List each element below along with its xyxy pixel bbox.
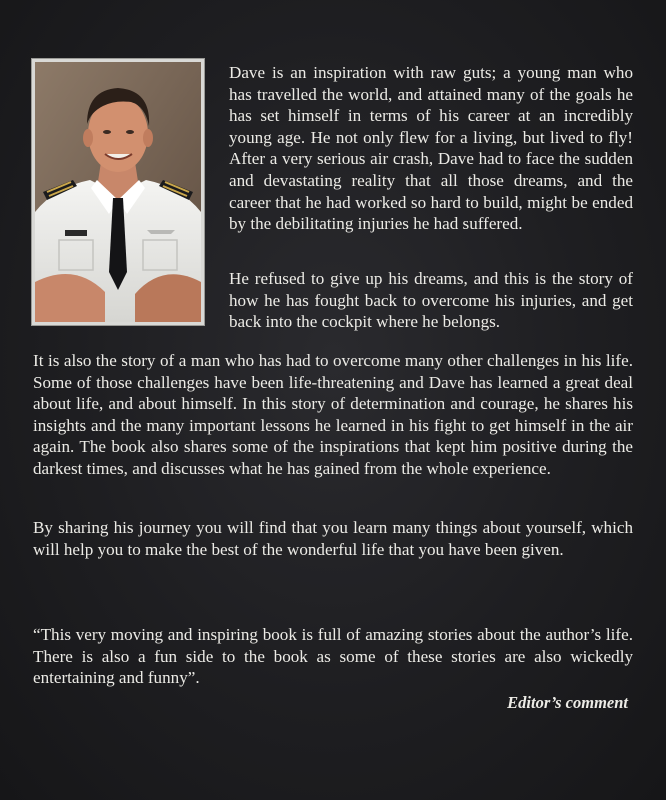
quote-attribution: Editor’s comment: [507, 693, 628, 712]
blurb-paragraph-2: He refused to give up his dreams, and this is the story of how he has fought back to overcome his injuries, and get back into the cockpit where he belongs.: [229, 269, 633, 332]
blurb-paragraph-4: By sharing his journey you will find that you learn many things about yourself, which will help you to make the best of the wonderful life that you have been given.: [33, 518, 633, 559]
editor-quote: “This very moving and inspiring book is full of amazing stories about the author’s life. There is also a fun side to the book as some of these stories are also wickedly entertaining and funny”.: [33, 625, 633, 688]
pilot-portrait-image: [35, 62, 201, 322]
author-photo: [31, 58, 205, 326]
blurb-paragraph-1: Dave is an inspiration with raw guts; a young man who has travelled the world, and attained many of the goals he has set himself in terms of his career at an incredibly young age. He not only flew for a living, but lived to fly! After a very serious air crash, Dave had to face the sudden and devastating reality that all those dreams, and the career that he had worked so hard to build, might be ended by the debilitating injuries he had suffered.: [229, 63, 633, 234]
blurb-paragraph-3: It is also the story of a man who has had to overcome many other challenges in his life. Some of those challenges have been life-threatening and Dave has learned a great deal about life, and about himself. In this story of determination and courage, he shares his insights and the many important lessons he learned in his fight to get himself in the air again. The book also shares some of the inspirations that kept him positive during the darkest times, and discusses what he has gained from the whole experience.: [33, 351, 633, 478]
